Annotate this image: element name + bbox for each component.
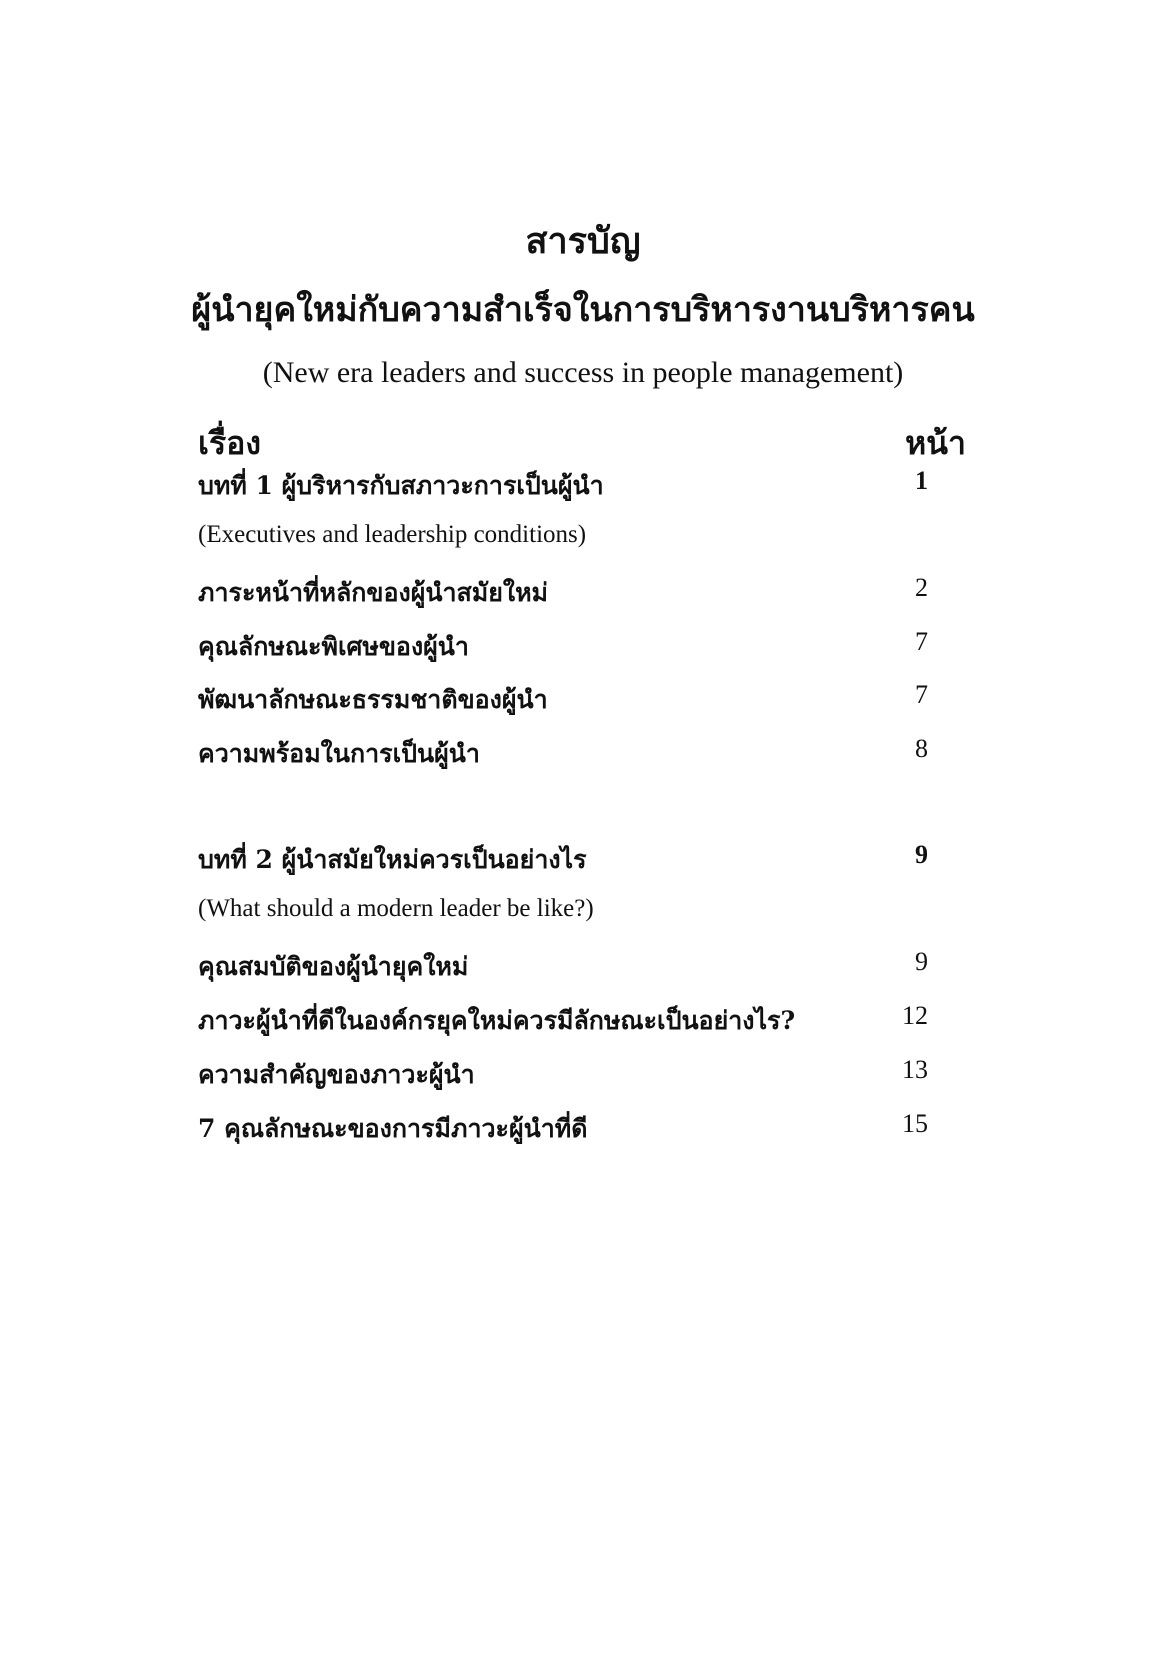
toc-entry[interactable]	[198, 1055, 928, 1099]
chapter-2-english: (What should a modern leader be like?)	[198, 895, 594, 922]
entry-label: พัฒนาลักษณะธรรมชาติของผู้นำ	[198, 685, 548, 714]
toc-entry[interactable]	[198, 573, 928, 617]
toc-entry[interactable]	[198, 947, 928, 991]
entry-page: 13	[902, 1055, 928, 1084]
toc-entry[interactable]	[198, 734, 928, 778]
entry-label: ความสำคัญของภาวะผู้นำ	[198, 1060, 475, 1089]
toc-entry[interactable]	[198, 627, 928, 671]
entry-page: 8	[915, 734, 928, 763]
entry-page: 12	[902, 1001, 928, 1030]
toc-entry[interactable]	[198, 1109, 928, 1153]
chapter-1-english: (Executives and leadership conditions)	[198, 521, 587, 548]
entry-page: 2	[915, 573, 928, 602]
chapter-2-title: บทที่ 2 ผู้นำสมัยใหม่ควรเป็นอย่างไร	[198, 845, 587, 874]
topic-column-header: เรื่อง	[198, 424, 261, 462]
toc-title: สารบัญ	[525, 220, 641, 262]
entry-label: คุณลักษณะพิเศษของผู้นำ	[198, 632, 469, 661]
entry-label: ภาวะผู้นำที่ดีในองค์กรยุคใหม่ควรมีลักษณะเป็นอย่างไร?	[198, 1006, 796, 1035]
entry-label: ความพร้อมในการเป็นผู้นำ	[198, 739, 480, 768]
book-title: ผู้นำยุคใหม่กับความสำเร็จในการบริหารงานบริหารคน	[191, 290, 975, 330]
page-column-header: หน้า	[905, 424, 966, 462]
entry-label: 7 คุณลักษณะของการมีภาวะผู้นำที่ดี	[198, 1114, 588, 1143]
entry-page: 15	[902, 1109, 928, 1138]
entry-label: ภาระหน้าที่หลักของผู้นำสมัยใหม่	[198, 578, 549, 607]
chapter-1-title: บทที่ 1 ผู้บริหารกับสภาวะการเป็นผู้นำ	[198, 471, 604, 500]
entry-label: คุณสมบัติของผู้นำยุคใหม่	[198, 952, 469, 981]
chapter-2-english-title	[198, 895, 928, 939]
chapter-1-english-title	[198, 521, 928, 565]
chapter-1-page: 1	[915, 466, 928, 495]
toc-entry[interactable]	[198, 1001, 928, 1045]
entry-page: 7	[915, 627, 928, 656]
book-title-english: (New era leaders and success in people management)	[262, 356, 904, 389]
chapter-1-entry[interactable]	[198, 466, 928, 510]
entry-page: 7	[915, 680, 928, 709]
entry-page: 9	[915, 947, 928, 976]
toc-entry[interactable]	[198, 680, 928, 724]
chapter-2-page: 9	[915, 840, 928, 869]
chapter-2-entry[interactable]	[198, 840, 928, 884]
